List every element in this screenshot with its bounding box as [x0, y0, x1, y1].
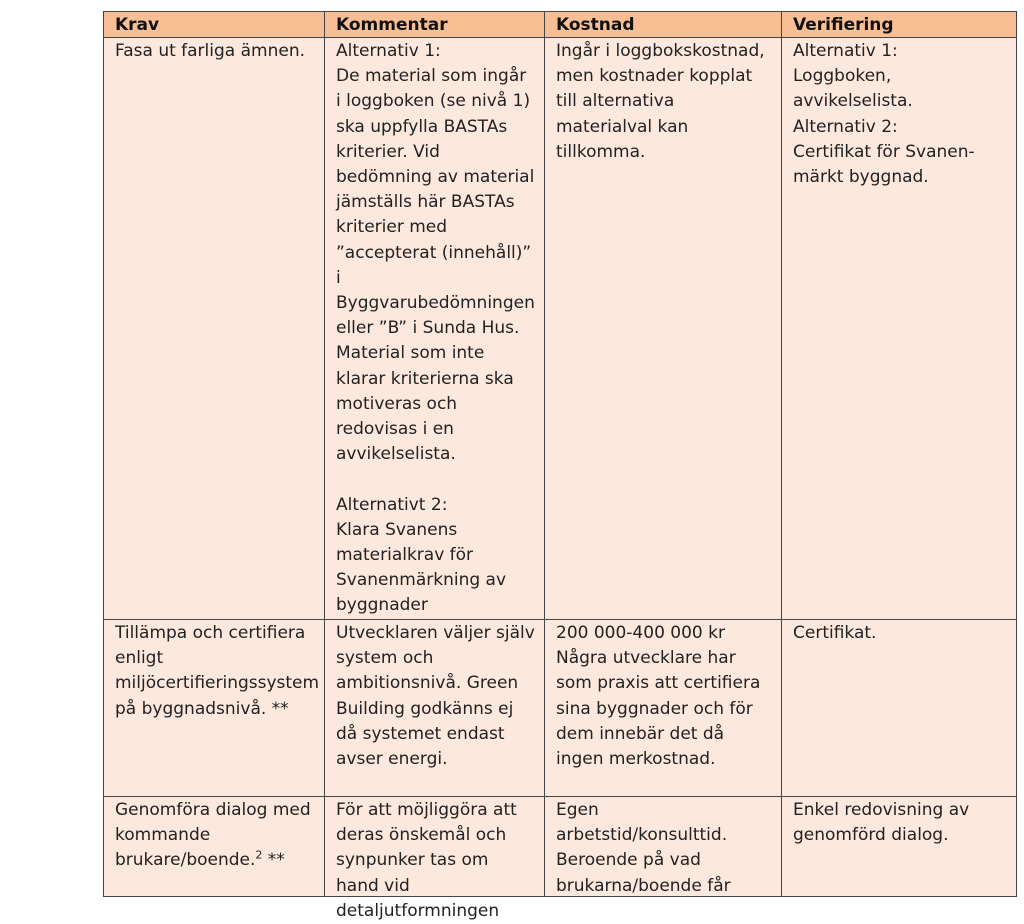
table-header-row — [104, 12, 1017, 38]
cell-krav: Fasa ut farliga ämnen. — [104, 38, 325, 620]
cell-kommentar: Alternativ 1: De material som ingår i loggboken (se nivå 1) ska uppfylla BASTAs kriterier. Vid bedömning av material jämställs här BASTAs kriterier med ”accepterat (innehåll)” i Byggvarubedömningen eller ”B” i Sunda Hus. Material som inte klarar kriterierna ska motiveras och redovisas i en avvikelselista. Alternativt 2: Klara Svanens materialkrav för Svanenmärkning av byggnader — [325, 38, 545, 620]
header-verifiering: Verifiering — [782, 12, 1017, 38]
table-row — [104, 797, 1017, 921]
header-kommentar: Kommentar — [325, 12, 545, 38]
cell-verifiering: Enkel redovisning av genomförd dialog. — [782, 797, 1017, 897]
footnote-marker: 2 — [255, 848, 263, 862]
cell-kostnad: Egen arbetstid/konsulttid. Beroende på vad brukarna/boende får — [545, 797, 782, 897]
cell-kommentar: Utvecklaren väljer själv system och ambitionsnivå. Green Building godkänns ej då systemet endast avser energi. — [325, 620, 545, 797]
table-row — [104, 38, 1017, 620]
cell-kommentar: För att möjliggöra att deras önskemål och synpunker tas om hand vid detaljutformningen — [325, 797, 545, 897]
table-row — [104, 620, 1017, 797]
krav-text: Genomföra dialog med kommande brukare/boende. — [115, 800, 311, 871]
cell-kostnad: 200 000-400 000 kr Några utvecklare har som praxis att certifiera sina byggnader och för dem innebär det då ingen merkostnad. — [545, 620, 782, 797]
cell-verifiering: Certifikat. — [782, 620, 1017, 797]
cell-verifiering: Alternativ 1: Loggboken, avvikelselista. Alternativ 2: Certifikat för Svanen-märkt byggnad. — [782, 38, 1017, 620]
cell-krav: Tillämpa och certifiera enligt miljöcertifieringssystem på byggnadsnivå. ** — [104, 620, 325, 797]
krav-suffix: ** — [262, 850, 285, 871]
cell-krav — [104, 797, 325, 897]
cell-kostnad: Ingår i loggbokskostnad, men kostnader kopplat till alternativa materialval kan tillkomma. — [545, 38, 782, 620]
header-kostnad: Kostnad — [545, 12, 782, 38]
header-krav: Krav — [104, 12, 325, 38]
requirements-table — [103, 11, 1017, 921]
